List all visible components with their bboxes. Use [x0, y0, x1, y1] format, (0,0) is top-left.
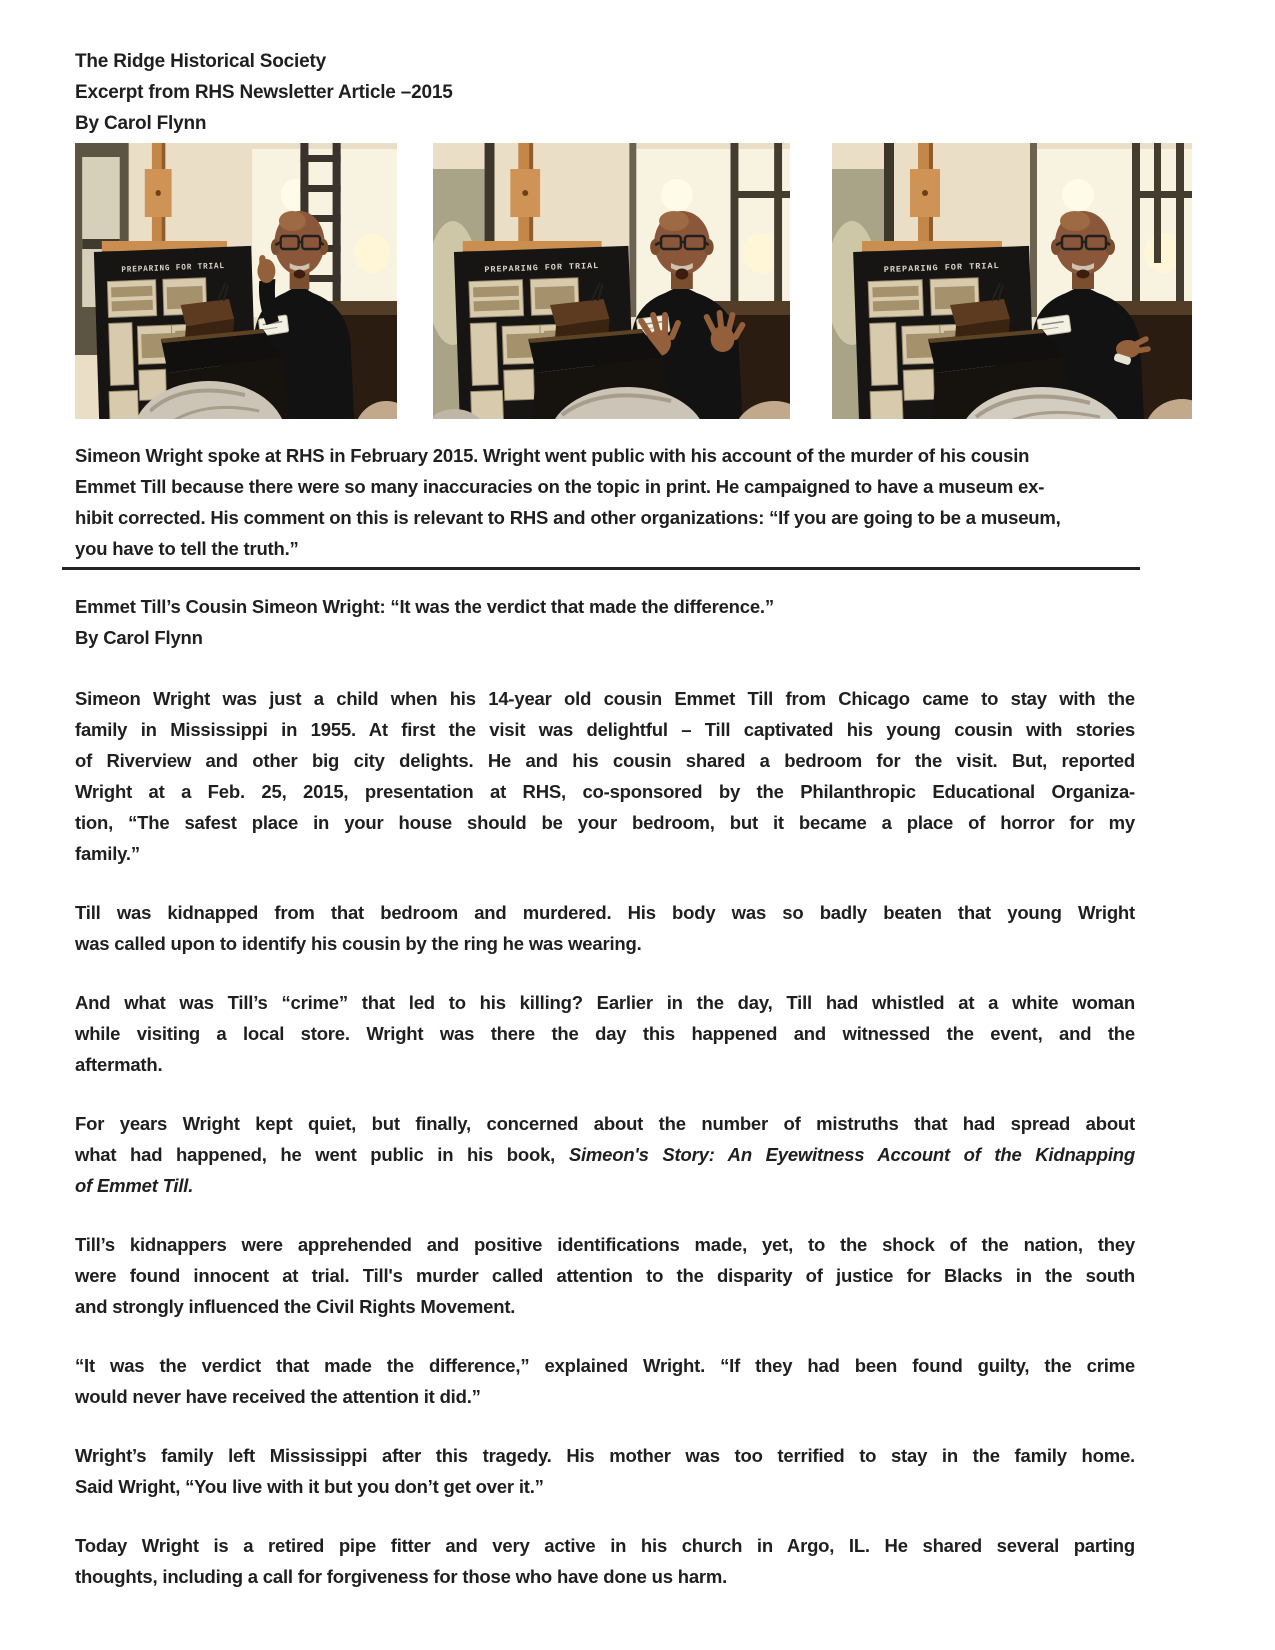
- speaker-photo-1: [75, 143, 397, 419]
- text-line: Till was kidnapped from that bedroom and murdered. His body was so badly beaten that young Wright: [75, 902, 1135, 923]
- paragraph: [75, 897, 1135, 959]
- paragraph: [75, 1229, 1135, 1322]
- article-body: [75, 683, 1135, 1592]
- doc-subtitle: Excerpt from RHS Newsletter Article –2015: [75, 82, 453, 103]
- text-line: Wright at a Feb. 25, 2015, presentation at RHS, co-sponsored by the Philanthropic Educational Organiza-: [75, 781, 1135, 802]
- text-line: while visiting a local store. Wright was there the day this happened and witnessed the event, and the: [75, 1023, 1135, 1044]
- text-line: thoughts, including a call for forgiveness for those who have done us harm.: [75, 1566, 728, 1587]
- text-line: aftermath.: [75, 1054, 163, 1075]
- text-line: Wright’s family left Mississippi after this tragedy. His mother was too terrified to stay in the family home.: [75, 1445, 1135, 1466]
- paragraph: [75, 1530, 1135, 1592]
- speaker-photo-illustration: [832, 143, 1192, 419]
- text-line: would never have received the attention it did.”: [75, 1386, 481, 1407]
- text-line: And what was Till’s “crime” that led to his killing? Earlier in the day, Till had whistled at a white woman: [75, 992, 1135, 1013]
- text-line: of Riverview and other big city delights. He and his cousin shared a bedroom for the visit. But, reported: [75, 750, 1135, 771]
- article-byline: By Carol Flynn: [75, 627, 203, 648]
- poster-title-text: PREPARING FOR TRIAL: [883, 260, 1000, 275]
- poster-title-text: PREPARING FOR TRIAL: [121, 261, 226, 276]
- poster-title-text: PREPARING FOR TRIAL: [484, 260, 600, 275]
- article-title: Emmet Till’s Cousin Simeon Wright: “It was the verdict that made the difference.”: [75, 596, 774, 617]
- text-line: Till’s kidnappers were apprehended and positive identifications made, yet, to the shock of the nation, they: [75, 1234, 1135, 1255]
- paragraph: [75, 1108, 1135, 1201]
- text-line: family.”: [75, 843, 140, 864]
- photo-row: [75, 143, 1275, 419]
- text-line: For years Wright kept quiet, but finally, concerned about the number of mistruths that had spread about: [75, 1113, 1135, 1134]
- text-line: family in Mississippi in 1955. At first the visit was delightful – Till captivated his young cousin with stories: [75, 719, 1135, 740]
- text-line: of Emmet Till.: [75, 1175, 194, 1196]
- document-header: [0, 0, 1275, 139]
- paragraph: [75, 1440, 1135, 1502]
- speaker-photo-2: [433, 143, 790, 419]
- text-line: were found innocent at trial. Till's murder called attention to the disparity of justice for Blacks in the south: [75, 1265, 1135, 1286]
- section-divider: [62, 567, 1140, 570]
- text-line: what had happened, he went public in his book, Simeon's Story: An Eyewitness Account of the Kidnapping: [75, 1144, 1135, 1165]
- caption-line: hibit corrected. His comment on this is relevant to RHS and other organizations: “If you are going to be a museum,: [75, 507, 1061, 528]
- paragraph: [75, 1350, 1135, 1412]
- speaker-photo-3: [832, 143, 1192, 419]
- text-line: “It was the verdict that made the difference,” explained Wright. “If they had been found guilty, the crime: [75, 1355, 1135, 1376]
- caption-line: Simeon Wright spoke at RHS in February 2015. Wright went public with his account of the murder of his cousin: [75, 445, 1030, 466]
- caption-line: you have to tell the truth.”: [75, 538, 299, 559]
- paragraph: [75, 683, 1135, 869]
- speaker-photo-illustration: [75, 143, 397, 419]
- paragraph: [75, 987, 1135, 1080]
- text-line: Simeon Wright was just a child when his 14-year old cousin Emmet Till from Chicago came to stay with the: [75, 688, 1135, 709]
- org-title: The Ridge Historical Society: [75, 51, 326, 72]
- caption-line: Emmet Till because there were so many inaccuracies on the topic in print. He campaigned to have a museum ex-: [75, 476, 1045, 497]
- doc-byline: By Carol Flynn: [75, 113, 207, 134]
- photo-caption: [75, 440, 1215, 564]
- text-line: Today Wright is a retired pipe fitter and very active in his church in Argo, IL. He shared several parting: [75, 1535, 1135, 1556]
- text-line: and strongly influenced the Civil Rights Movement.: [75, 1296, 516, 1317]
- text-line: was called upon to identify his cousin by the ring he was wearing.: [75, 933, 642, 954]
- speaker-photo-illustration: [433, 143, 790, 419]
- text-line: Said Wright, “You live with it but you don’t get over it.”: [75, 1476, 544, 1497]
- text-line: tion, “The safest place in your house should be your bedroom, but it became a place of horror for my: [75, 812, 1135, 833]
